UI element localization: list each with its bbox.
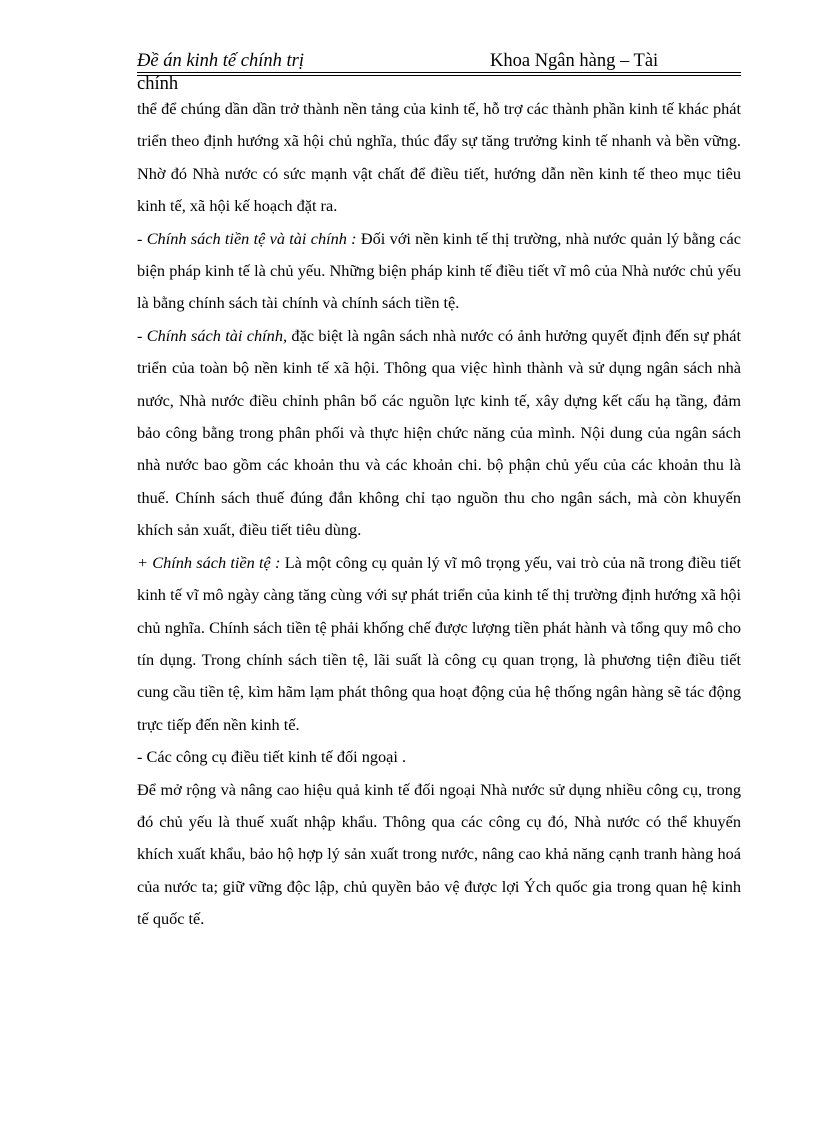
paragraph [137,320,741,547]
paragraph-text: đặc biệt là ngân sách nhà nước có ảnh hưởng quyết định đến sự phát triển của toàn bộ nền kinh tế xã hội. Thông qua việc hình thành và sử dụng ngân sách nhà nước, Nhà nước điều chỉnh phân bổ các nguồn lực kinh tế, xây dựng kết cấu hạ tầng, đảm bảo công bằng trong phân phối và thực hiện chức năng của mình. Nội dung của ngân sách nhà nước bao gồm các khoản thu và các khoản chi. bộ phận chủ yếu của các khoản thu là thuế. Chính sách thuế đúng đắn không chỉ tạo nguồn thu cho ngân sách, mà còn khuyến khích sản xuất, điều tiết tiêu dùng. [137,325,742,540]
header-document-title: Đề án kinh tế chính trị [137,51,304,71]
paragraph-text: Đối với nền kinh tế thị trường, nhà nước quản lý bằng các biện pháp kinh tế là chủ yếu. Những biện pháp kinh tế điều tiết vĩ mô của Nhà nước chủ yếu là bằng chính sách tài chính và chính sách tiền tệ. [137,228,741,313]
paragraph [137,547,741,741]
header-faculty: Khoa Ngân hàng – Tài [490,51,659,71]
paragraph-text: Để mở rộng và nâng cao hiệu quả kinh tế đối ngoại Nhà nước sử dụng nhiều công cụ, trong đó chủ yếu là thuế xuất nhập khẩu. Thông qua các công cụ đó, Nhà nước có thể khuyến khích xuất khẩu, bảo hộ hợp lý sản xuất trong nước, nâng cao khả năng cạnh tranh hàng hoá của nước ta; giữ vững độc lập, chủ quyền bảo vệ được lợi Ých quốc gia trong quan hệ kinh tế quốc tế. [137,779,741,929]
paragraph [137,223,741,320]
page-header [137,50,741,73]
paragraph-text: thể để chúng dần dần trở thành nền tảng của kinh tế, hỗ trợ các thành phần kinh tế khác phát triển theo định hướng xã hội chủ nghĩa, thúc đẩy sự tăng trưởng kinh tế nhanh và bền vững. Nhờ đó Nhà nước có sức mạnh vật chất để điều tiết, hướng dẫn nền kinh tế theo mục tiêu kinh tế, xã hội kế hoạch đặt ra. [137,99,741,216]
paragraph-lead: - Chính sách tài chính, [137,325,288,345]
paragraph-text: Là một công cụ quản lý vĩ mô trọng yếu, vai trò của nã trong điều tiết kinh tế vĩ mô ngày càng tăng cùng với sự phát triển của kinh tế thị trường định hướng xã hội chủ nghĩa. Chính sách tiền tệ phải khống chế được lượng tiền phát hành và tổng quy mô cho tín dụng. Trong chính sách tiền tệ, lãi suất là công cụ quan trọng, là phương tiện điều tiết cung cầu tiền tệ, kìm hãm lạm phát thông qua hoạt động của hệ thống ngân hàng sẽ tác động trực tiếp đến nền kinh tế. [137,552,741,734]
paragraph-lead: + Chính sách tiền tệ : [137,552,281,572]
header-faculty-wrap: chính [137,74,179,94]
paragraph-lead: - Chính sách tiền tệ và tài chính : [137,228,357,248]
paragraph [137,774,741,936]
document-body [137,93,741,936]
paragraph [137,741,741,773]
paragraph-text: - Các công cụ điều tiết kinh tế đối ngoại . [137,747,407,767]
paragraph [137,93,741,223]
